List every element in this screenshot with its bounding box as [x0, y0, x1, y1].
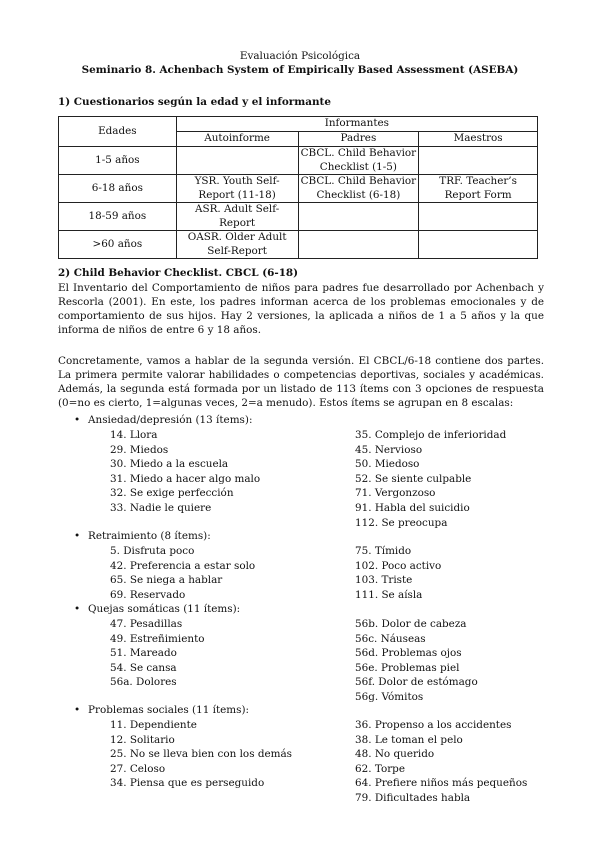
list-item: 69. Reservado [110, 588, 186, 601]
list-item: 64. Prefiere niños más pequeños [355, 777, 528, 790]
items-left [110, 718, 292, 791]
items-left [110, 428, 260, 516]
list-item: 48. No querido [355, 748, 435, 761]
list-item: 56e. Problemas piel [355, 661, 460, 674]
list-item: 12. Solitario [110, 733, 175, 746]
course-title: Evaluación Psicológica [239, 50, 361, 62]
list-item: 79. Dificultades habla [355, 791, 471, 804]
list-item: 31. Miedo a hacer algo malo [110, 472, 261, 485]
list-item: 56a. Dolores [110, 676, 177, 689]
list-item: 38. Le toman el pelo [355, 733, 463, 746]
items-right [355, 617, 478, 705]
section1-heading: 1) Cuestionarios según la edad y el informante [58, 96, 331, 108]
list-item: 71. Vergonzoso [355, 487, 436, 500]
list-item: 30. Miedo a la escuela [110, 458, 229, 471]
cell-auto: YSR. Youth Self-Report (11-18) [176, 175, 298, 203]
bullet-icon: • [74, 414, 81, 426]
list-item: 42. Preferencia a estar solo [110, 559, 256, 572]
list-item: 52. Se siente culpable [355, 472, 472, 485]
cell-maestros [419, 147, 538, 175]
list-item: 36. Propenso a los accidentes [355, 719, 512, 731]
list-item: 56d. Problemas ojos [355, 647, 462, 660]
intro-paragraph: El Inventario del Comportamiento de niños para padres fue desarrollado por Achenbach y Rescorla (2001). En este, los padres informan acerca de los problemas emocionales y de comportamiento de sus hijos. Hay 2 versiones, la aplicada a niños de 1 a 5 años y la que informa de niños de entre 6 y 18 años. [58, 282, 544, 337]
items-right [355, 544, 441, 602]
list-item: 75. Tímido [355, 545, 412, 557]
cell-padres [298, 203, 419, 231]
list-item: 45. Nervioso [355, 443, 423, 456]
cell-padres: CBCL. Child Behavior Checklist (1-5) [298, 147, 419, 175]
cell-auto: OASR. Older Adult Self-Report [176, 231, 298, 259]
list-item: 47. Pesadillas [110, 618, 183, 630]
cell-age: 6-18 años [59, 175, 177, 203]
list-item: 54. Se cansa [110, 661, 177, 674]
cell-age: 18-59 años [59, 203, 177, 231]
table-row [59, 175, 538, 203]
list-item: 14. Llora [110, 429, 158, 441]
cell-maestros [419, 203, 538, 231]
list-item: 103. Triste [355, 574, 413, 587]
list-item: 32. Se exige perfección [110, 487, 234, 500]
table-row [59, 231, 538, 259]
list-item: 25. No se lleva bien con los demás [110, 748, 293, 761]
items-left [110, 544, 255, 602]
list-item: 111. Se aísla [355, 588, 423, 601]
bullet-icon: • [74, 530, 81, 542]
items-right [355, 428, 506, 530]
list-item: 56b. Dolor de cabeza [355, 618, 467, 630]
list-item: 27. Celoso [110, 762, 166, 775]
header-edades: Edades [59, 117, 177, 147]
category-label: Retraimiento (8 ítems): [88, 530, 211, 542]
cell-age: >60 años [59, 231, 177, 259]
items-left [110, 617, 205, 690]
list-item: 35. Complejo de inferioridad [355, 429, 507, 441]
bullet-icon: • [74, 603, 81, 615]
list-item: 62. Torpe [355, 762, 405, 775]
cell-age: 1-5 años [59, 147, 177, 175]
list-item: 51. Mareado [110, 647, 177, 660]
items-right [355, 718, 527, 806]
list-item: 33. Nadie le quiere [110, 501, 212, 514]
category-label: Ansiedad/depresión (13 ítems): [88, 414, 253, 426]
list-item: 50. Miedoso [355, 458, 420, 471]
description-paragraph: Concretamente, vamos a hablar de la segunda versión. El CBCL/6-18 contiene dos partes. La primera permite valorar habilidades o competencias deportivas, sociales y académicas. Además, la segunda está formada por un listado de 113 ítems con 3 opciones de respuesta (0=no es cierto, 1=algunas veces, 2=a menudo). Estos ítems se agrupan en 8 escalas: [58, 355, 544, 410]
list-item: 56f. Dolor de estómago [355, 676, 478, 689]
header-autoinforme: Autoinforme [176, 132, 298, 147]
cell-maestros [419, 231, 538, 259]
header-informantes: Informantes [176, 117, 537, 132]
list-item: 65. Se niega a hablar [110, 574, 223, 587]
informants-table [58, 116, 538, 259]
section2-heading: 2) Child Behavior Checklist. CBCL (6-18) [58, 267, 299, 279]
list-item: 112. Se preocupa [355, 516, 448, 529]
header-maestros: Maestros [419, 132, 538, 147]
list-item: 49. Estreñimiento [110, 632, 205, 645]
list-item: 102. Poco activo [355, 559, 442, 572]
seminar-title: Seminario 8. Achenbach System of Empirically Based Assessment (ASEBA) [81, 64, 519, 76]
list-item: 34. Piensa que es perseguido [110, 777, 265, 790]
header-padres: Padres [298, 132, 419, 147]
category-label: Problemas sociales (11 ítems): [88, 704, 250, 716]
table-row [59, 203, 538, 231]
cell-auto [176, 147, 298, 175]
list-item: 91. Habla del suicidio [355, 501, 470, 514]
cell-maestros: TRF. Teacher’s Report Form [419, 175, 538, 203]
category-label: Quejas somáticas (11 ítems): [88, 603, 241, 615]
bullet-icon: • [74, 704, 81, 716]
list-item: 56g. Vómitos [355, 690, 424, 703]
list-item: 5. Disfruta poco [110, 545, 195, 557]
cell-padres: CBCL. Child Behavior Checklist (6-18) [298, 175, 419, 203]
list-item: 11. Dependiente [110, 719, 197, 731]
cell-auto: ASR. Adult Self-Report [176, 203, 298, 231]
list-item: 56c. Náuseas [355, 632, 426, 645]
list-item: 29. Miedos [110, 443, 169, 456]
cell-padres [298, 231, 419, 259]
table-row [59, 147, 538, 175]
